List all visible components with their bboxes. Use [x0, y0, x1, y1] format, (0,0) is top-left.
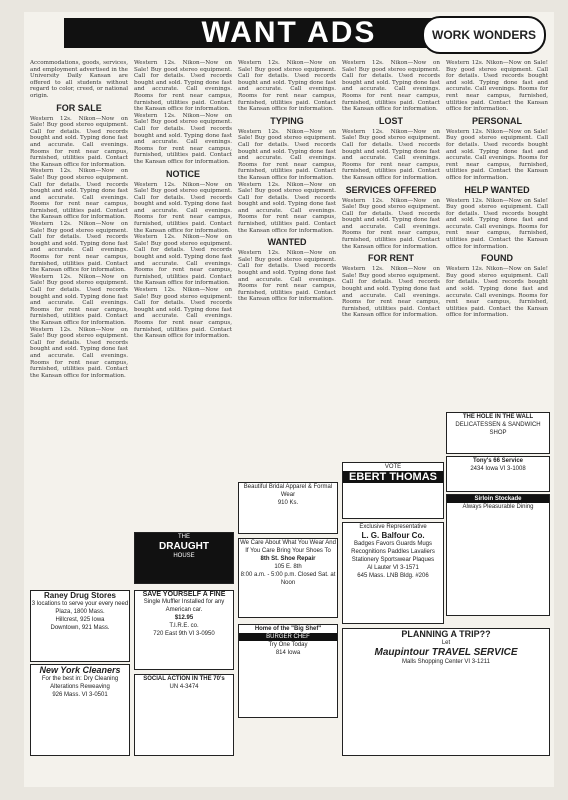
want-ads-banner — [24, 12, 554, 54]
for-rent-heading: FOR RENT — [368, 253, 414, 264]
column-4: Western 12s. Nikon—Now on Sale! Buy good stereo equipment. Call for details. Used records bought and sold. Typing done fast and accurate. Call evenings. Rooms for rent near campus, furnished, utilities paid. Contact the Kansan office for information. LOST Western 12s. Nikon—Now on Sale! Buy good stereo equipment. Call for details. Used records bought and sold. Typing done fast and accurate. Call evenings. Rooms for rent near campus, furnished, utilities paid. Contact the Kansan office for information. SERVICES OFFERED Western 12s. Nikon—Now on Sale! Buy good stereo equipment. Call for details. Used records bought and sold. Typing done fast and accurate. Call evenings. Rooms for rent near campus, furnished, utilities paid. Contact the Kansan office for information. FOR RENT Western 12s. Nikon—Now on Sale! Buy good stereo equipment. Call for details. Used records bought and sold. Typing done fast and accurate. Call evenings. Rooms for rent near campus, furnished, utilities paid. Contact the Kansan office for information. — [342, 60, 440, 319]
social-action-ad: SOCIAL ACTION IN THE 70's UN 4-3474 — [134, 674, 234, 756]
ebert-thomas-ad: VOTE EBERT THOMAS — [342, 462, 444, 519]
banner-title: WANT ADS — [201, 16, 377, 49]
services-heading: SERVICES OFFERED — [345, 184, 437, 195]
typing-heading: TYPING — [270, 115, 304, 126]
raney-drug-ad: Raney Drug Stores 3 locations to serve your every need Plaza, 1800 Mass. Hillcrest, 925 Iowa Downtown, 921 Mass. — [30, 590, 130, 662]
help-wanted-heading: HELP WANTED — [464, 184, 530, 195]
maupintour-ad: PLANNING A TRIP?? Let Maupintour TRAVEL SERVICE Malls Shopping Center VI 3-1211 — [342, 628, 550, 756]
balfour-ad: Exclusive Representative L. G. Balfour Co. Badges Favors Guards Mugs Recognitions Paddles Lavaliers Stationery Sportswear Plaques Al Lauter VI 3-1571 645 Mass. LNB Bldg. #206 — [342, 522, 444, 624]
personal-heading: PERSONAL — [471, 115, 522, 126]
shoe-repair-ad: We Care About What You Wear And If You Care Bring Your Shoes To 8th St. Shoe Repair 105 E. 8th 8:00 a.m. - 5:00 p.m. Closed Sat. at Noon — [238, 538, 338, 618]
notice-heading: NOTICE — [165, 168, 200, 179]
draught-house-ad: THE DRAUGHT HOUSE — [134, 532, 234, 584]
lost-heading: LOST — [379, 115, 403, 126]
want-ads-page — [24, 12, 554, 787]
save-yourself-ad: SAVE YOURSELF A FINE Single Muffler Installed for any American car. $12.95 T.I.R.E. co. 720 East 9th VI 3-0950 — [134, 590, 234, 670]
work-wonders-badge: WORK WONDERS — [422, 16, 546, 54]
found-heading: FOUND — [481, 253, 513, 264]
column-1: Accommodations, goods, services, and employment advertised in the University Daily Kansan are offered to all students without regard to color, creed, or national origin. FOR SALE Western 12s. Nikon—Now on Sale! Buy good stereo equipment. Call for details. Used records bought and sold. Typing done fast and accurate. Call evenings. Rooms for rent near campus, furnished, utilities paid. Contact the Kansan office for information. Western 12s. Nikon—Now on Sale! Buy good stereo equipment. Call for details. Used records bought and sold. Typing done fast and accurate. Call evenings. Rooms for rent near campus, furnished, utilities paid. Contact the Kansan office for information. Western 12s. Nikon—Now on Sale! Buy good stereo equipment. Call for details. Used records bought and sold. Typing done fast and accurate. Call evenings. Rooms for rent near campus, furnished, utilities paid. Contact the Kansan office for information. Western 12s. Nikon—Now on Sale! Buy good stereo equipment. Call for details. Used records bought and sold. Typing done fast and accurate. Call evenings. Rooms for rent near campus, furnished, utilities paid. Contact the Kansan office for information. Western 12s. Nikon—Now on Sale! Buy good stereo equipment. Call for details. Used records bought and sold. Typing done fast and accurate. Call evenings. Rooms for rent near campus, furnished, utilities paid. Contact the Kansan office for information. — [30, 60, 128, 379]
tonys-66-ad: Tony's 66 Service 2434 Iowa VI 3-1008 — [446, 456, 550, 492]
sirloin-stockade-ad: Sirloin Stockade Always Pleasurable Dining — [446, 494, 550, 616]
hole-in-wall-ad: THE HOLE IN THE WALL DELICATESSEN & SANDWICH SHOP — [446, 412, 550, 454]
new-york-cleaners-ad: New York Cleaners For the best in: Dry Cleaning Alterations Reweaving 926 Mass. VI 3-0501 — [30, 664, 130, 756]
for-sale-heading: FOR SALE — [56, 102, 102, 113]
burger-chef-ad: Home of the "Big Shef" BURGER CHEF Try One Today 814 Iowa — [238, 624, 338, 718]
intro-text: Accommodations, goods, services, and employment advertised in the University Daily Kansan are offered to all students without regard to color, creed, or national origin. — [30, 60, 128, 99]
wanted-heading: WANTED — [267, 237, 307, 248]
column-3: Western 12s. Nikon—Now on Sale! Buy good stereo equipment. Call for details. Used records bought and sold. Typing done fast and accurate. Call evenings. Rooms for rent near campus, furnished, utilities paid. Contact the Kansan office for information. TYPING Western 12s. Nikon—Now on Sale! Buy good stereo equipment. Call for details. Used records bought and sold. Typing done fast and accurate. Call evenings. Rooms for rent near campus, furnished, utilities paid. Contact the Kansan office for information. Western 12s. Nikon—Now on Sale! Buy good stereo equipment. Call for details. Used records bought and sold. Typing done fast and accurate. Call evenings. Rooms for rent near campus, furnished, utilities paid. Contact the Kansan office for information. WANTED Western 12s. Nikon—Now on Sale! Buy good stereo equipment. Call for details. Used records bought and sold. Typing done fast and accurate. Call evenings. Rooms for rent near campus, furnished, utilities paid. Contact the Kansan office for information. — [238, 60, 336, 303]
column-5: Western 12s. Nikon—Now on Sale! Buy good stereo equipment. Call for details. Used records bought and sold. Typing done fast and accurate. Call evenings. Rooms for rent near campus, furnished, utilities paid. Contact the Kansan office for information. PERSONAL Western 12s. Nikon—Now on Sale! Buy good stereo equipment. Call for details. Used records bought and sold. Typing done fast and accurate. Call evenings. Rooms for rent near campus, furnished, utilities paid. Contact the Kansan office for information. HELP WANTED Western 12s. Nikon—Now on Sale! Buy good stereo equipment. Call for details. Used records bought and sold. Typing done fast and accurate. Call evenings. Rooms for rent near campus, furnished, utilities paid. Contact the Kansan office for information. FOUND Western 12s. Nikon—Now on Sale! Buy good stereo equipment. Call for details. Used records bought and sold. Typing done fast and accurate. Call evenings. Rooms for rent near campus, furnished, utilities paid. Contact the Kansan office for information. — [446, 60, 548, 319]
column-2: Western 12s. Nikon—Now on Sale! Buy good stereo equipment. Call for details. Used records bought and sold. Typing done fast and accurate. Call evenings. Rooms for rent near campus, furnished, utilities paid. Contact the Kansan office for information. Western 12s. Nikon—Now on Sale! Buy good stereo equipment. Call for details. Used records bought and sold. Typing done fast and accurate. Call evenings. Rooms for rent near campus, furnished, utilities paid. Contact the Kansan office for information. NOTICE Western 12s. Nikon—Now on Sale! Buy good stereo equipment. Call for details. Used records bought and sold. Typing done fast and accurate. Call evenings. Rooms for rent near campus, furnished, utilities paid. Contact the Kansan office for information. Western 12s. Nikon—Now on Sale! Buy good stereo equipment. Call for details. Used records bought and sold. Typing done fast and accurate. Call evenings. Rooms for rent near campus, furnished, utilities paid. Contact the Kansan office for information. Western 12s. Nikon—Now on Sale! Buy good stereo equipment. Call for details. Used records bought and sold. Typing done fast and accurate. Call evenings. Rooms for rent near campus, furnished, utilities paid. Contact the Kansan office for information. — [134, 60, 232, 340]
bridal-ad: Beautiful Bridal Apparel & Formal Wear 910 Ks. — [238, 482, 338, 534]
